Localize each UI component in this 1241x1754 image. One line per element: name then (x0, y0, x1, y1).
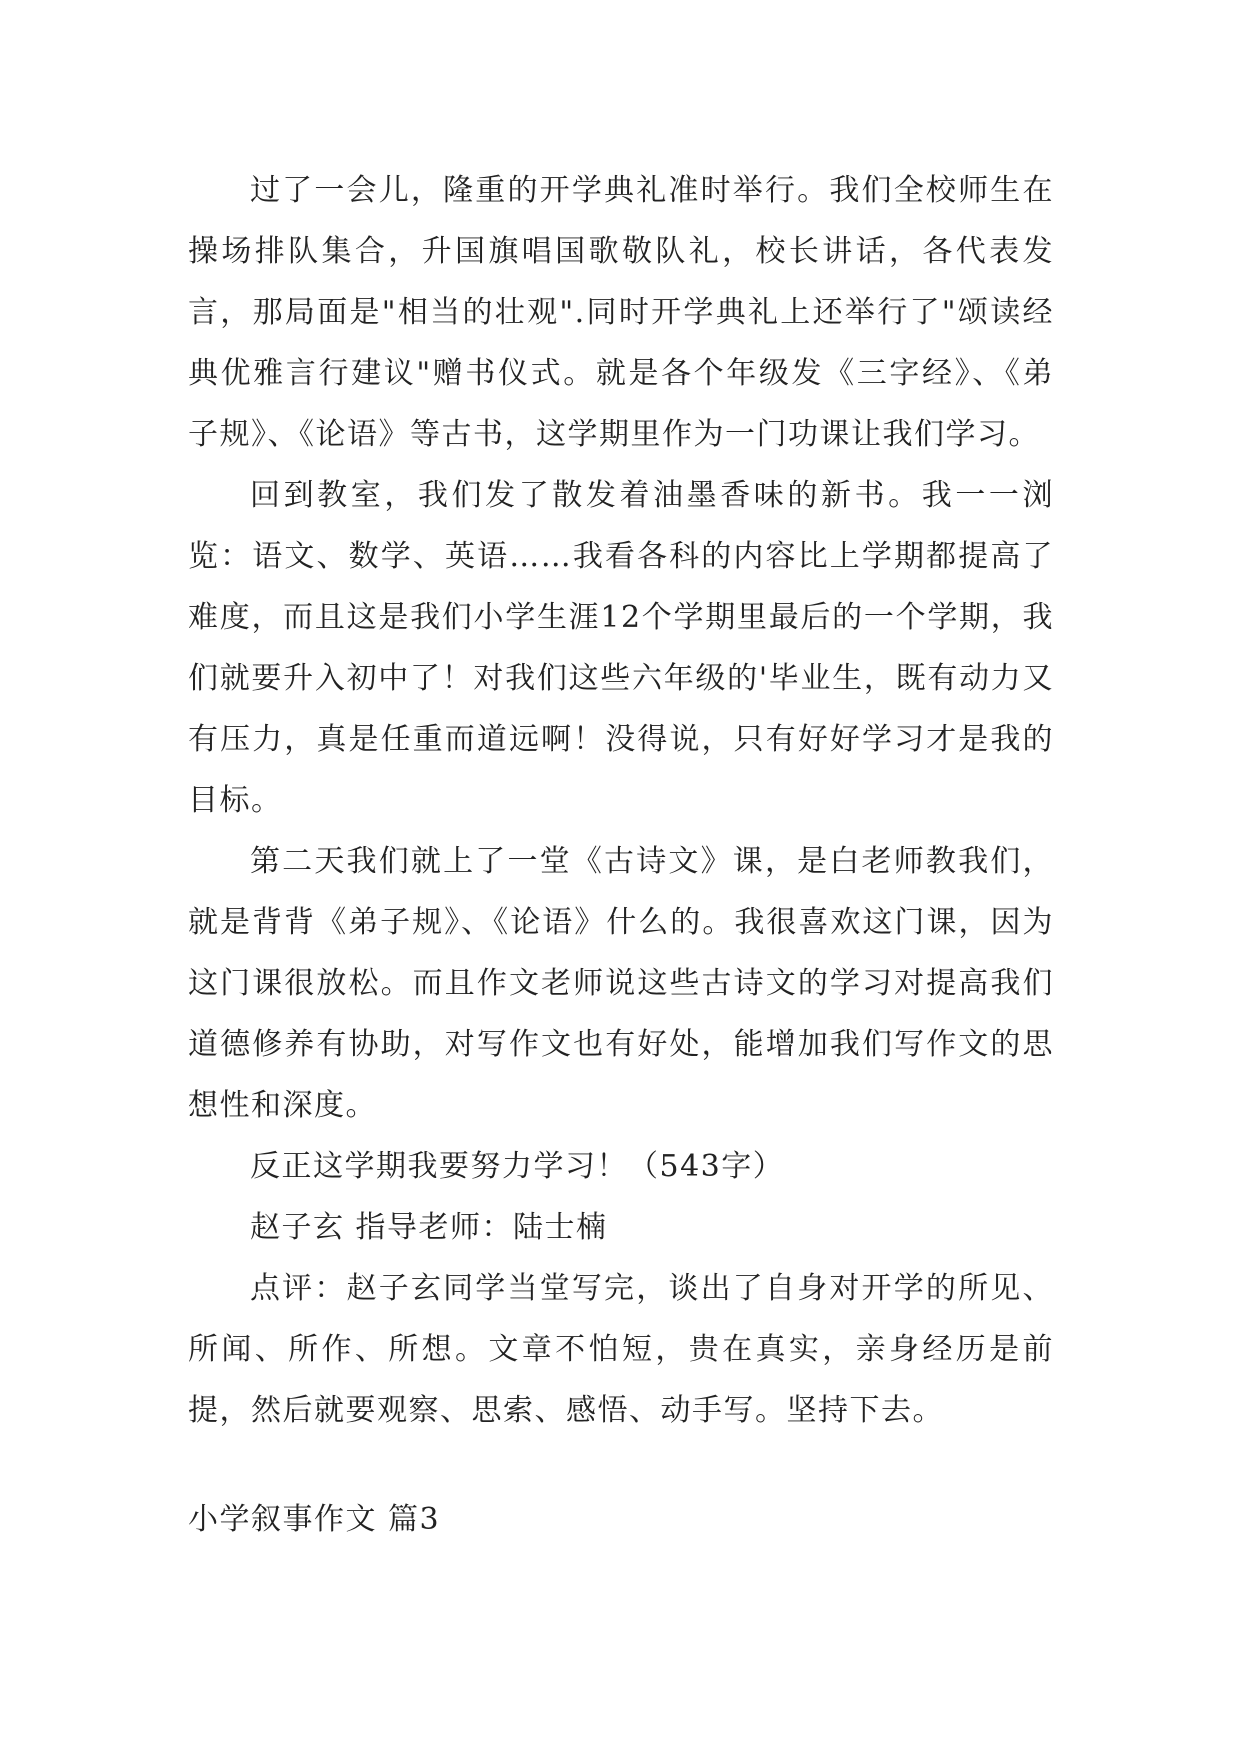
essay-body (188, 160, 1054, 1441)
paragraph-new-books: 回到教室，我们发了散发着油墨香味的新书。我一一浏览：语文、数学、英语……我看各科的内容比上学期都提高了难度，而且这是我们小学生涯12个学期里最后的一个学期，我们就要升入初中了！对我们这些六年级的'毕业生，既有动力又有压力，真是任重而道远啊！没得说，只有好好学习才是我的目标。 (188, 478, 1054, 818)
paragraph-conclusion: 反正这学期我要努力学习！（543字） (250, 1149, 785, 1184)
section-heading: 小学叙事作文 篇3 (188, 1502, 441, 1537)
paragraph-opening-ceremony: 过了一会儿，隆重的开学典礼准时举行。我们全校师生在操场排队集合，升国旗唱国歌敬队礼，校长讲话，各代表发言，那局面是"相当的壮观".同时开学典礼上还举行了"颂读经典优雅言行建议"赠书仪式。就是各个年级发《三字经》、《弟子规》、《论语》等古书，这学期里作为一门功课让我们学习。 (188, 173, 1054, 452)
paragraph-classics-lesson: 第二天我们就上了一堂《古诗文》课，是白老师教我们，就是背背《弟子规》、《论语》什么的。我很喜欢这门课，因为这门课很放松。而且作文老师说这些古诗文的学习对提高我们道德修养有协助，对写作文也有好处，能增加我们写作文的思想性和深度。 (188, 844, 1054, 1123)
author-line: 赵子玄 指导老师：陆士楠 (250, 1210, 608, 1245)
teacher-comment: 点评：赵子玄同学当堂写完，谈出了自身对开学的所见、所闻、所作、所想。文章不怕短，贵在真实，亲身经历是前提，然后就要观察、思索、感悟、动手写。坚持下去。 (188, 1271, 1054, 1428)
